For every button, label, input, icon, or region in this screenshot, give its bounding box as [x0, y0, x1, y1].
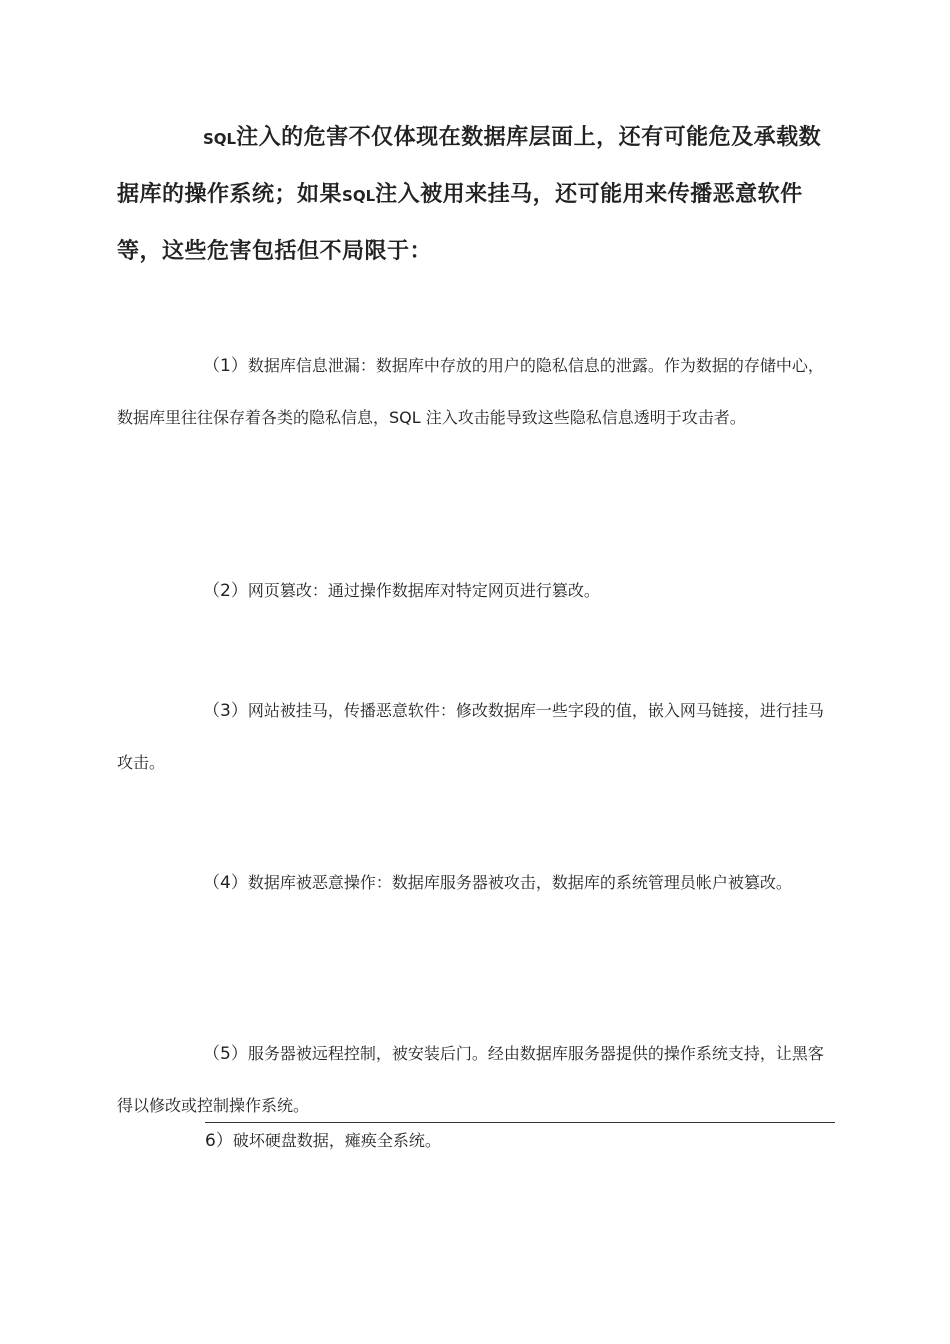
list-item-number: （1） — [203, 356, 248, 376]
list-item-number: 6） — [205, 1131, 233, 1151]
intro-text-part1: 注入的危害不仅体现在数据库层面上，还有可能危及承载数据库的操作系统；如果 — [117, 125, 822, 207]
list-item-2 — [117, 565, 835, 617]
list-item-text: 服务器被远程控制，被安装后门。经由数据库服务器提供的操作系统支持，让黑客得以修改或控制操作系统。 — [117, 1044, 824, 1115]
list-item-number: （5） — [203, 1044, 248, 1064]
intro-text-part2: 注入被用来挂马，还可能用来传播恶意软件等，这些危害包括但不局限于： — [117, 182, 803, 264]
intro-paragraph — [117, 110, 835, 280]
list-item-number: （4） — [203, 873, 248, 893]
list-item-4 — [117, 857, 835, 909]
list-item-5 — [117, 1028, 835, 1132]
list-item-text: 破坏硬盘数据，瘫痪全系统。 — [232, 1131, 441, 1150]
list-item-text: 网站被挂马，传播恶意软件：修改数据库一些字段的值，嵌入网马链接，进行挂马攻击。 — [117, 701, 824, 772]
list-item-text: 数据库被恶意操作：数据库服务器被攻击，数据库的系统管理员帐户被篡改。 — [247, 873, 792, 892]
list-item-3 — [117, 685, 835, 789]
list-item-number: （3） — [203, 701, 248, 721]
list-item-6 — [205, 1128, 441, 1154]
list-item-text: 网页篡改：通过操作数据库对特定网页进行篡改。 — [247, 581, 600, 600]
list-item-number: （2） — [203, 581, 248, 601]
intro-sql-term-2: SQL — [342, 187, 376, 205]
horizontal-rule — [205, 1122, 835, 1123]
list-item-1 — [117, 340, 835, 444]
list-item-text: 数据库信息泄漏：数据库中存放的用户的隐私信息的泄露。作为数据的存储中心，数据库里往往保存着各类的隐私信息，SQL 注入攻击能导致这些隐私信息透明于攻击者。 — [117, 356, 824, 427]
intro-sql-term: SQL — [203, 130, 237, 148]
